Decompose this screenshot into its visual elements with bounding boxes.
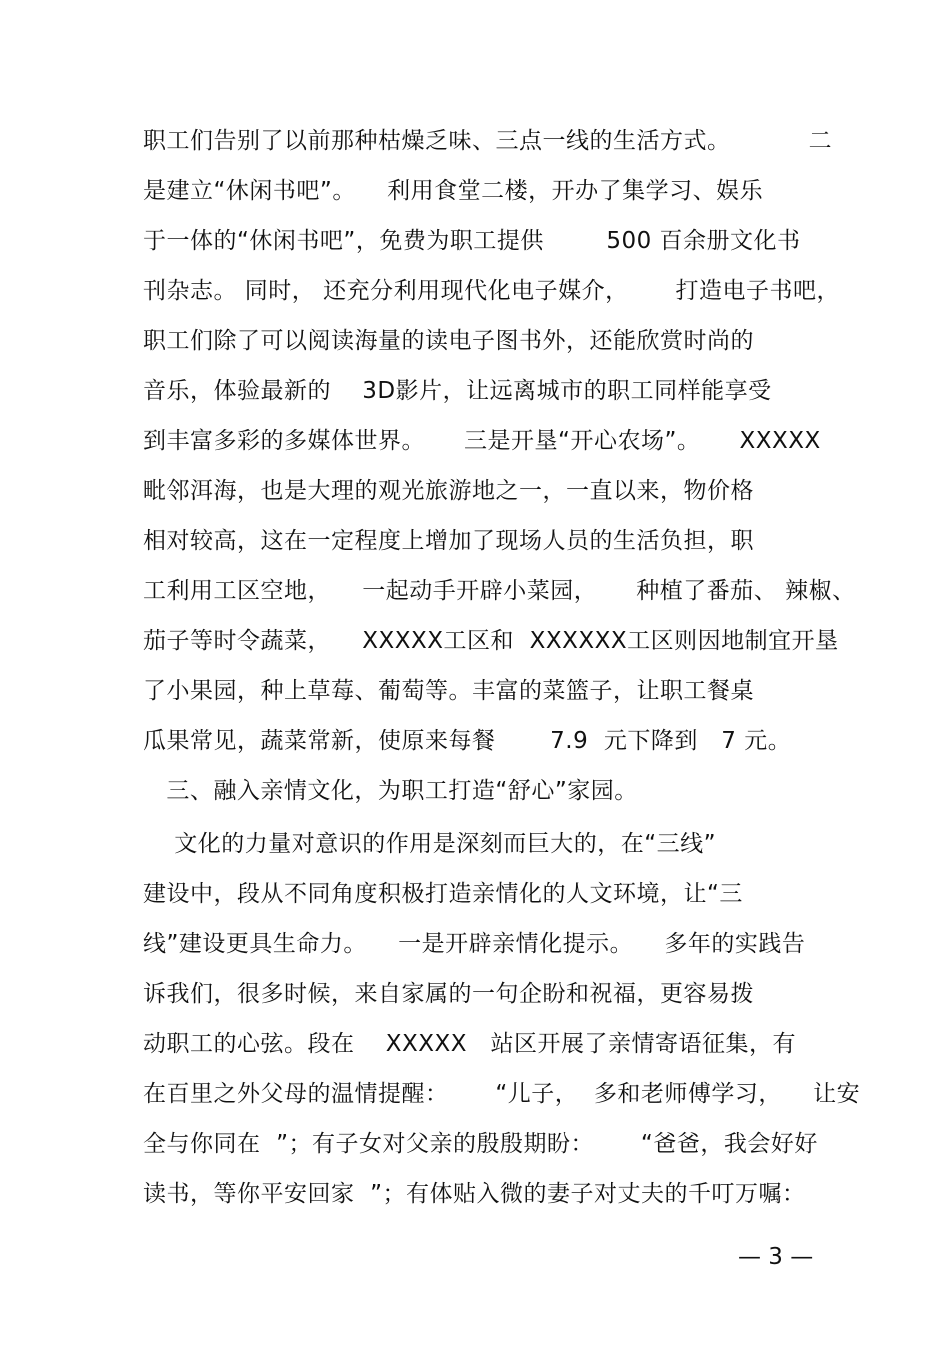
text-line: 是建立“休闲书吧”。 利用食堂二楼，开办了集学习、娱乐 (143, 178, 764, 204)
text-line: 了小果园，种上草莓、葡萄等。丰富的菜篮子，让职工餐桌 (143, 678, 754, 704)
text-line: 建设中，段从不同角度积极打造亲情化的人文环境，让“三 (143, 881, 743, 907)
text-line: 动职工的心弦。段在 XXXXX 站区开展了亲情寄语征集，有 (143, 1031, 796, 1057)
text-line: 音乐，体验最新的 3D影片，让远离城市的职工同样能享受 (143, 378, 772, 404)
text-line: 相对较高，这在一定程度上增加了现场人员的生活负担，职 (143, 528, 754, 554)
text-line: 全与你同在 ”；有子女对父亲的殷殷期盼： “爸爸，我会好好 (143, 1131, 818, 1157)
text-line: 文化的力量对意识的作用是深刻而巨大的，在“三线” (143, 831, 717, 857)
text-line: 在百里之外父母的温情提醒： “儿子， 多和老师傅学习， 让安 (143, 1081, 861, 1107)
text-line: 茄子等时令蔬菜， XXXXX工区和 XXXXXX工区则因地制宜开垦 (143, 628, 839, 654)
text-line: 职工们除了可以阅读海量的读电子图书外，还能欣赏时尚的 (143, 328, 754, 354)
text-line: 于一体的“休闲书吧”，免费为职工提供 500 百余册文化书 (143, 228, 801, 254)
text-line: 刊杂志。 同时， 还充分利用现代化电子媒介， 打造电子书吧， (143, 278, 840, 304)
text-line: 毗邻洱海，也是大理的观光旅游地之一，一直以来，物价格 (143, 478, 754, 504)
text-line: 工利用工区空地， 一起动手开辟小菜园， 种植了番茄、 辣椒、 (143, 578, 856, 604)
text-line: 瓜果常见，蔬菜常新，使原来每餐 7.9 元下降到 7 元。 (143, 728, 792, 754)
text-line: 线”建设更具生命力。 一是开辟亲情化提示。 多年的实践告 (143, 931, 806, 957)
page-number: — 3 — (738, 1244, 814, 1270)
section-heading: 三、融入亲情文化，为职工打造“舒心”家园。 (143, 778, 638, 804)
text-line: 职工们告别了以前那种枯燥乏味、三点一线的生活方式。 二 (143, 128, 833, 154)
text-line: 读书，等你平安回家 ”；有体贴入微的妻子对丈夫的千叮万嘱： (143, 1181, 806, 1207)
text-line: 诉我们，很多时候，来自家属的一句企盼和祝福，更容易拨 (143, 981, 754, 1007)
text-line: 到丰富多彩的多媒体世界。 三是开垦“开心农场”。 XXXXX (143, 428, 821, 454)
